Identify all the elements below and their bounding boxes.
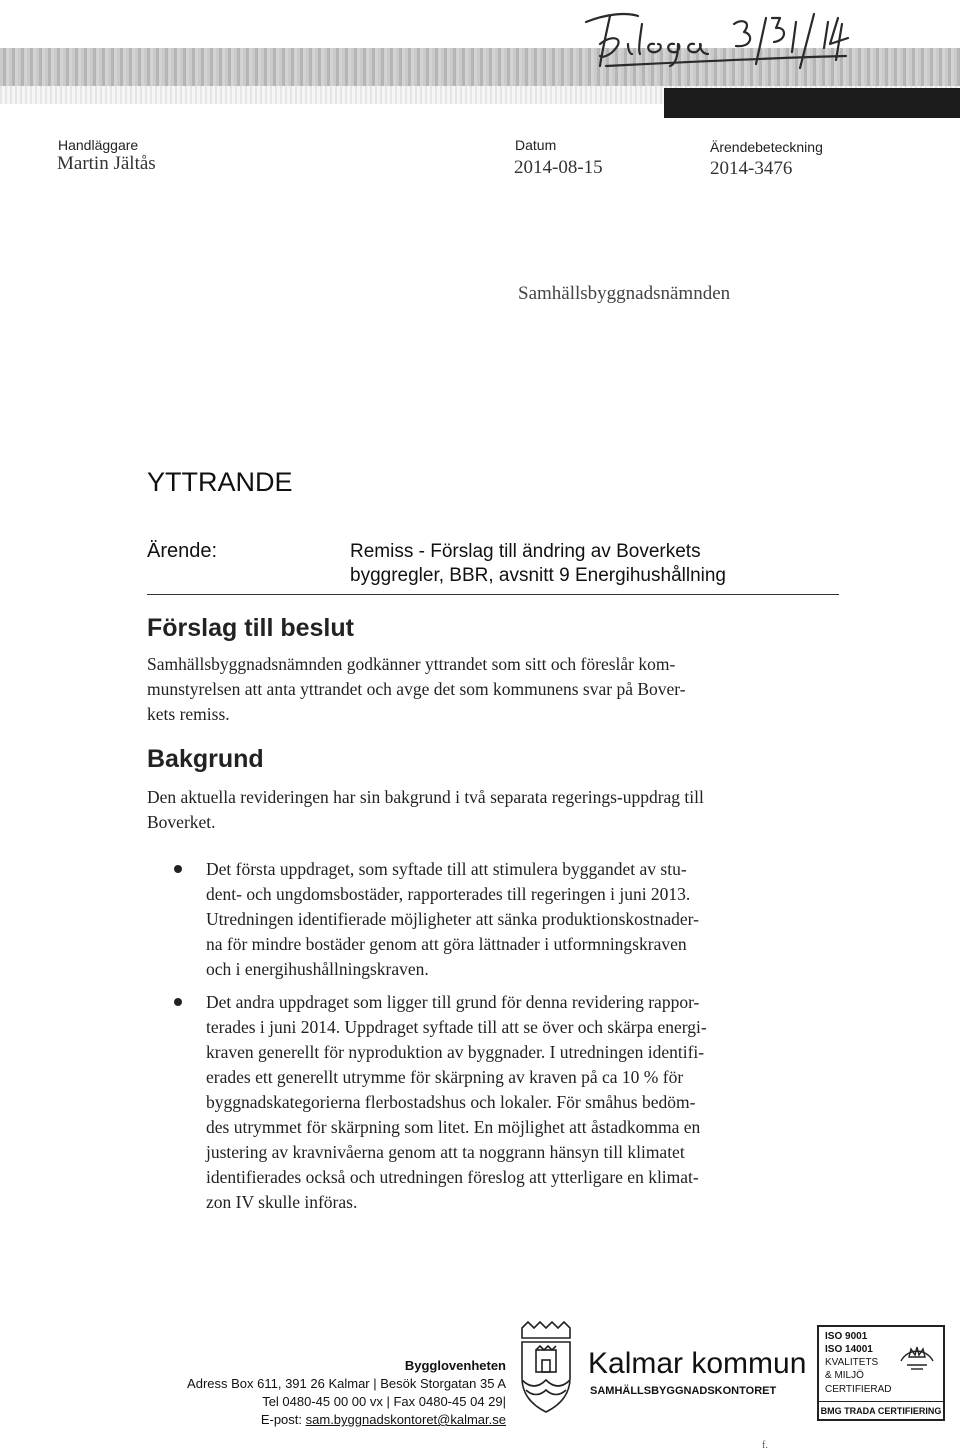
arendebeteckning-value: 2014-3476 (710, 158, 793, 179)
subject-line: Remiss - Förslag till ändring av Boverkets (350, 541, 701, 562)
bullet-line: zon IV skulle införas. (206, 1192, 358, 1212)
subject-divider (147, 594, 839, 595)
certification-badge (817, 1325, 945, 1421)
page-mark: f. (762, 1440, 768, 1451)
footer-phone-line: Tel 0480-45 00 00 vx | Fax 0480-45 04 29| (262, 1394, 506, 1409)
cert-environment: & MILJÖ (825, 1370, 864, 1381)
bullet-line: kraven generellt för nyproduktion av byggnader. I utredningen identifi- (206, 1042, 705, 1062)
brand-name: Kalmar kommun (588, 1347, 807, 1380)
brand-subtitle: SAMHÄLLSBYGGNADSKONTORET (590, 1385, 777, 1397)
arendebeteckning-label: Ärendebeteckning (710, 139, 823, 155)
kalmar-crest-logo (514, 1318, 578, 1418)
cert-quality: KVALITETS (825, 1357, 879, 1368)
list-item (168, 990, 808, 1215)
handwritten-annotation (566, 4, 856, 74)
datum-label: Datum (515, 137, 557, 153)
cert-certified: CERTIFIERAD (825, 1384, 892, 1395)
list-item (168, 857, 808, 982)
proposal-paragraph (147, 652, 827, 727)
bullet-line: des utrymmet för skärpning som litet. En möjlighet att åstadkomma en (206, 1117, 701, 1137)
handlaggare-value: Martin Jältås (57, 153, 156, 174)
footer-address-line: Adress Box 611, 391 26 Kalmar | Besök Storgatan 35 A (187, 1376, 506, 1391)
proposal-heading: Förslag till beslut (147, 614, 354, 642)
handwriting-strokes (566, 4, 856, 74)
paragraph-line: Den aktuella revideringen har sin bakgrund i två separata regerings-uppdrag till (147, 787, 704, 807)
cert-iso14001: ISO 14001 (825, 1344, 873, 1355)
bullet-line: identifierades också och utredningen föreslog att ytterligare en klimat- (206, 1167, 699, 1187)
cert-iso9001: ISO 9001 (825, 1331, 868, 1342)
handlaggare-label: Handläggare (58, 137, 139, 153)
email-link[interactable]: sam.byggnadskontoret@kalmar.se (305, 1412, 506, 1427)
subject-text (350, 540, 810, 588)
background-heading: Bakgrund (147, 745, 264, 773)
background-paragraph (147, 785, 827, 835)
swedac-crown-icon (893, 1331, 941, 1379)
bullet-dot (174, 998, 182, 1006)
document-title: YTTRANDE (147, 467, 293, 497)
paragraph-line: kets remiss. (147, 704, 230, 724)
bullet-line: dent- och ungdomsbostäder, rapporterades till regeringen i juni 2013. (206, 884, 691, 904)
email-label: E-post: (260, 1412, 303, 1427)
footer-email-line (146, 1411, 506, 1429)
bullet-line: Utredningen identifierade möjligheter att sänka produktionskostnader- (206, 909, 699, 929)
recipient: Samhällsbyggnadsnämnden (518, 283, 731, 304)
scan-dark-bar (664, 88, 960, 118)
footer-address (146, 1357, 506, 1429)
background-bullet-list (168, 857, 808, 1215)
paragraph-line: Boverket. (147, 812, 216, 832)
bullet-line: justering av kravnivåerna genom att ta noggrann hänsyn till klimatet (206, 1142, 685, 1162)
bullet-line: terades i juni 2014. Uppdraget syftade till att se över och skärpa energi- (206, 1017, 707, 1037)
bullet-line: byggnadskategorierna flerbostadshus och lokaler. För småhus bedöm- (206, 1092, 696, 1112)
subject-line: byggregler, BBR, avsnitt 9 Energihushållning (350, 565, 727, 586)
cert-body: BMG TRADA CERTIFIERING (819, 1401, 943, 1420)
bullet-dot (174, 865, 182, 873)
paragraph-line: munstyrelsen att anta yttrandet och avge det som kommunens svar på Bover- (147, 679, 686, 699)
footer-department: Bygglovenheten (404, 1358, 506, 1373)
bullet-line: na för mindre bostäder genom att göra lättnader i utformningskraven (206, 934, 687, 954)
paragraph-line: Samhällsbyggnadsnämnden godkänner yttrandet som sitt och föreslår kom- (147, 654, 676, 674)
bullet-line: och i energihushållningskraven. (206, 959, 429, 979)
datum-value: 2014-08-15 (514, 157, 603, 178)
bullet-line: Det första uppdraget, som syftade till att stimulera byggandet av stu- (206, 859, 687, 879)
bullet-line: Det andra uppdraget som ligger till grund för denna revidering rappor- (206, 992, 700, 1012)
bullet-line: erades ett generellt utrymme för skärpning av kraven på ca 10 % för (206, 1067, 684, 1087)
subject-label: Ärende: (147, 540, 218, 562)
